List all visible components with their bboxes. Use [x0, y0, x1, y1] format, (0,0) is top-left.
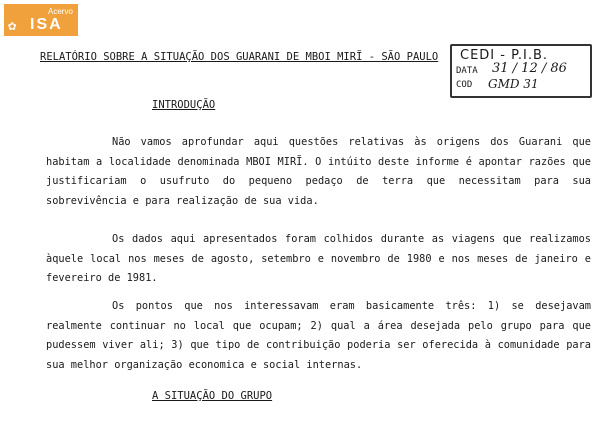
document-title: RELATÓRIO SOBRE A SITUAÇÃO DOS GUARANI DE MBOI MIRĨ - SÃO PAULO	[40, 51, 439, 63]
stamp-date-value: 31 / 12 / 86	[492, 61, 567, 76]
section-heading-situacao: A SITUAÇÃO DO GRUPO	[152, 390, 273, 402]
paragraph-2: Os dados aqui apresentados foram colhidos durante as viagens que realizamos àquele local nos meses de agosto, setembro e novembro de 1980 e nos meses de janeiro e fevereiro de 1981.	[46, 233, 591, 284]
section-heading-introducao: INTRODUÇÃO	[152, 99, 216, 111]
logo-mark-icon: ✿	[8, 18, 17, 34]
stamp-title: CEDI - P.I.B.	[460, 48, 549, 63]
acervo-isa-logo	[4, 4, 78, 36]
archive-stamp	[450, 44, 592, 98]
stamp-date-label: DATA	[456, 66, 478, 76]
logo-acervo-text: Acervo	[48, 7, 73, 16]
stamp-cod-value: GMD 31	[488, 77, 539, 91]
paragraph-1: Não vamos aprofundar aqui questões relativas às origens dos Guarani que habitam a localidade denominada MBOI MIRĨ. O intúito deste informe é apontar razões que justificariam o usufruto do pequeno pedaço de terra que necessitam para sua sobrevivência e para realização de sua vida.	[46, 136, 591, 207]
paragraph-3: Os pontos que nos interessavam eram basicamente três: 1) se desejavam realmente continuar no local que ocupam; 2) qual a área desejada pelo grupo para que pudessem viver ali; 3) que tipo de contribuição poderia ser oferecida à comunidade para sua melhor organização economica e social internas.	[46, 300, 591, 371]
logo-isa-text: ISA	[30, 16, 63, 33]
stamp-cod-label: COD	[456, 80, 473, 90]
